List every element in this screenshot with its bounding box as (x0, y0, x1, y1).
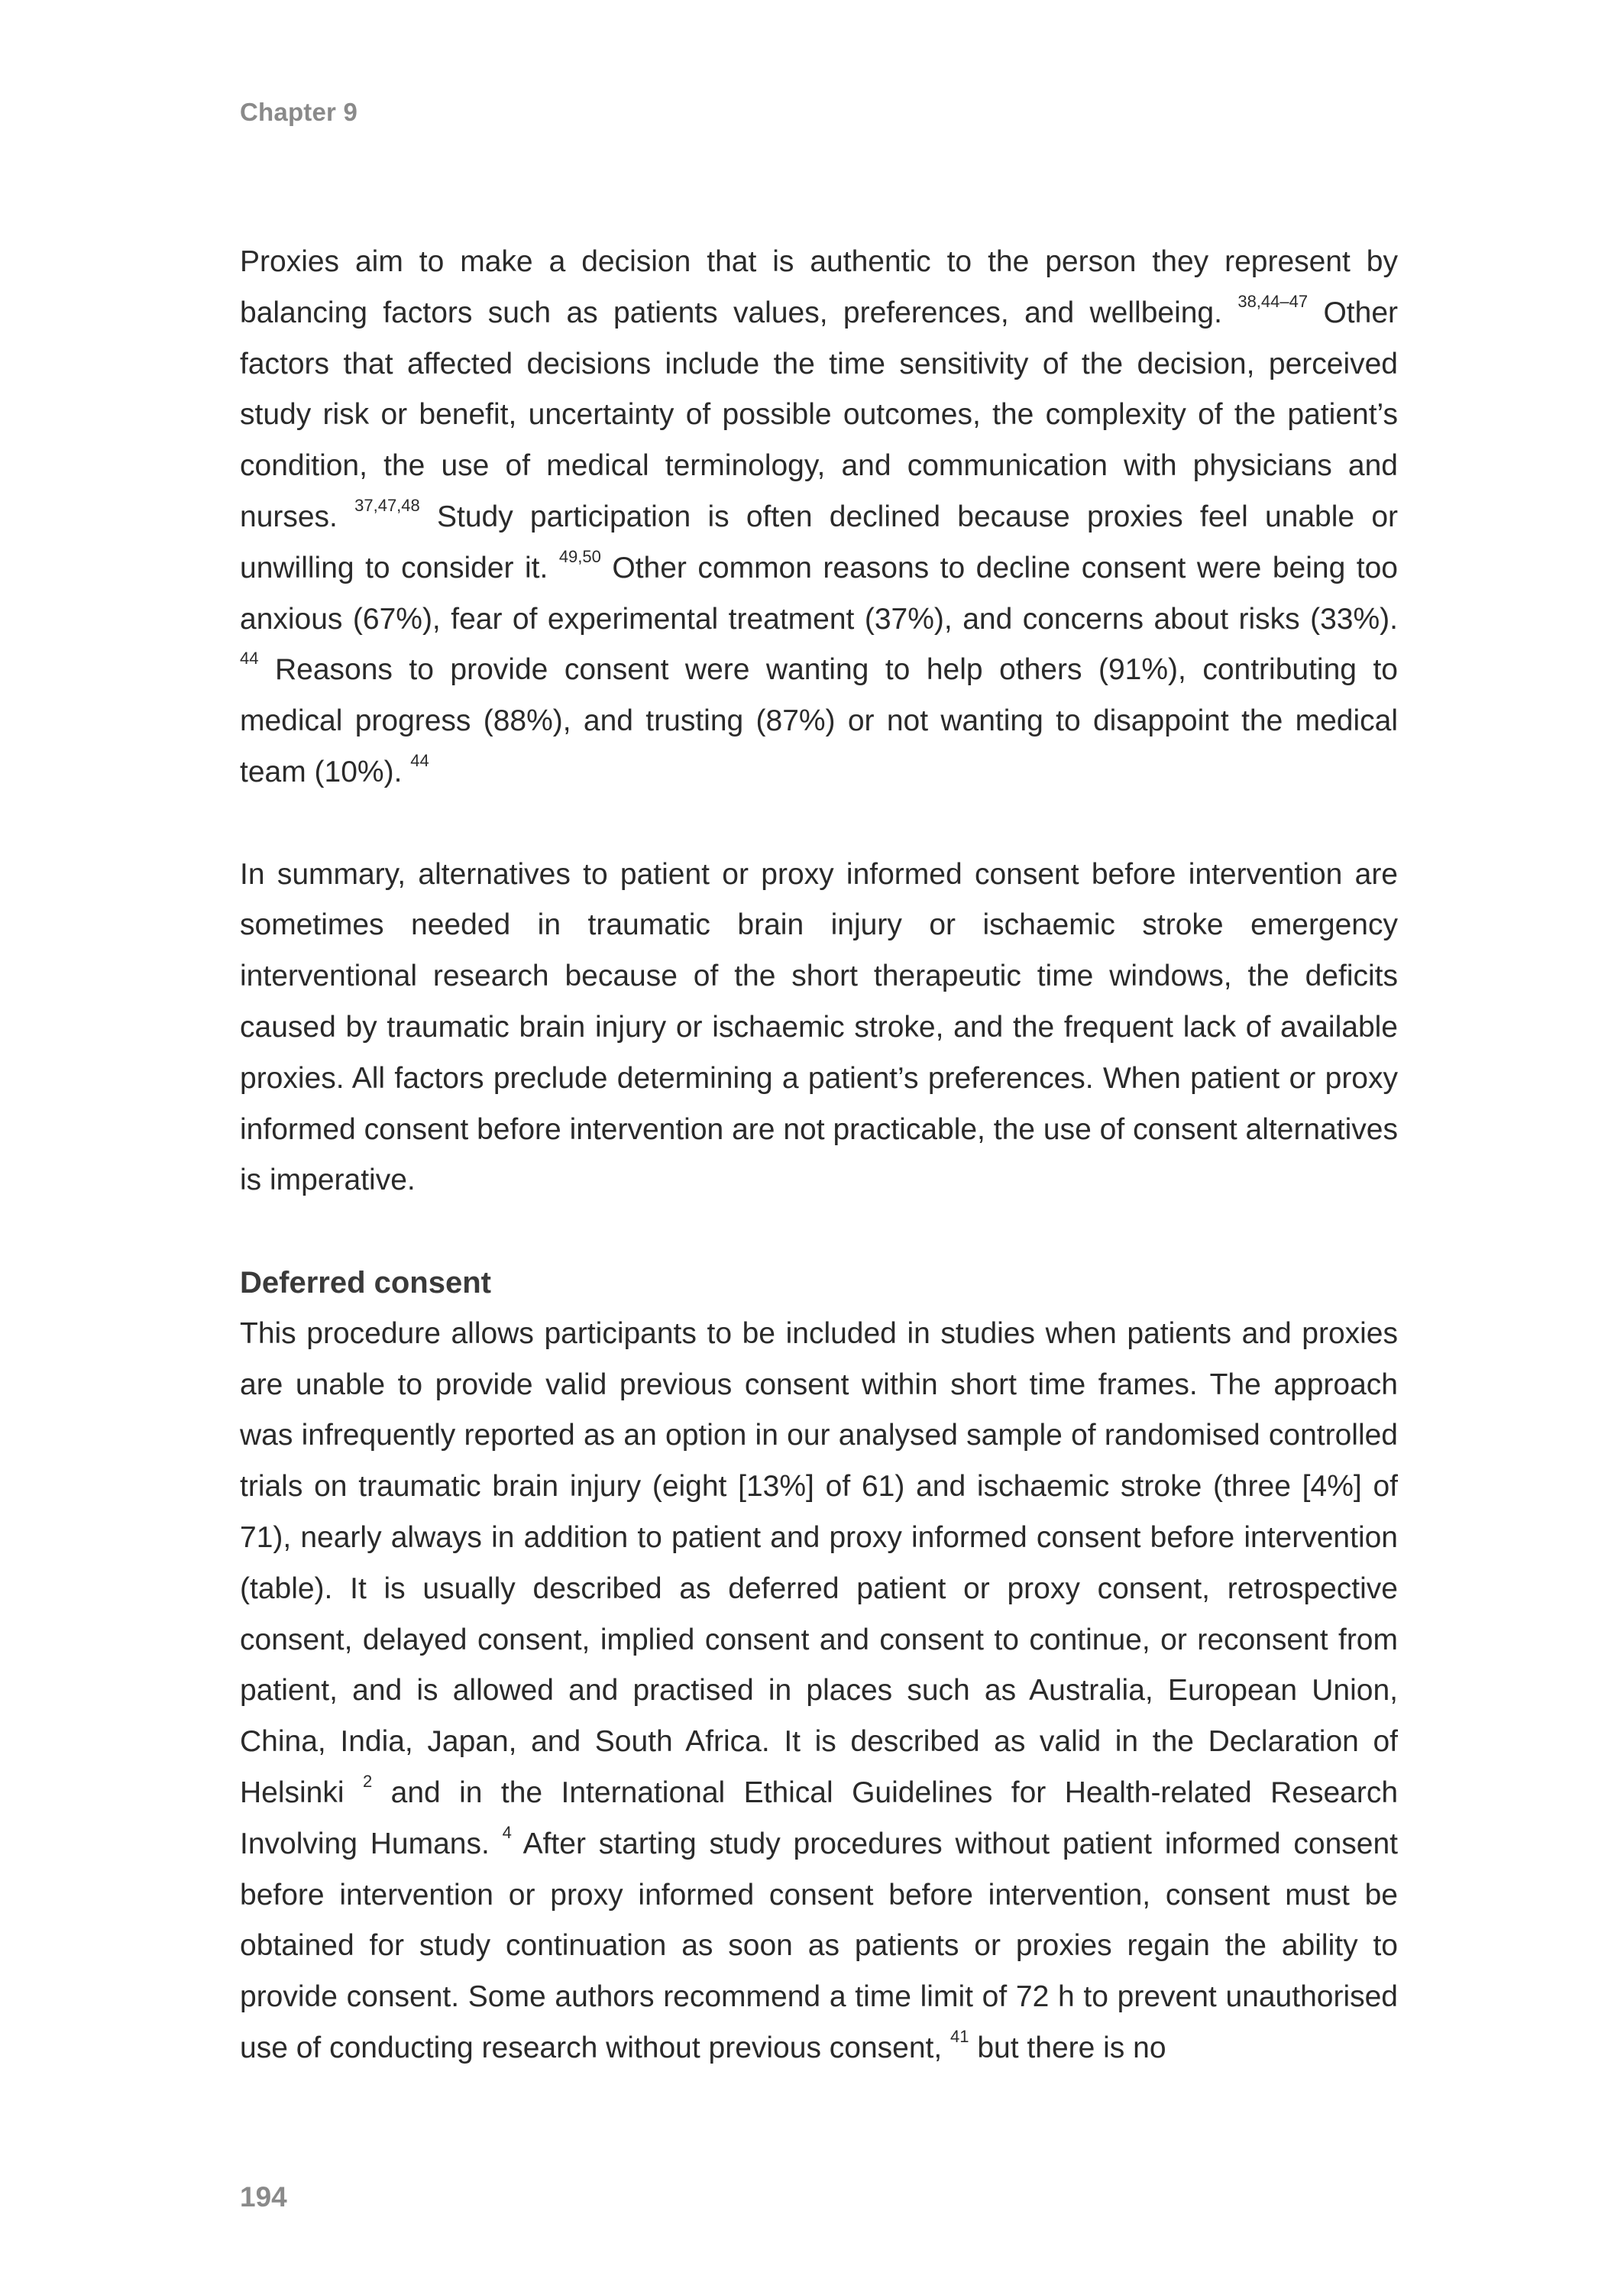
section-heading-deferred-consent: Deferred consent (240, 1265, 491, 1300)
paragraph-gap (240, 1206, 1398, 1258)
body-text (240, 237, 1398, 2074)
paragraph-gap (240, 798, 1398, 850)
reference-superscript: 37,47,48 (354, 496, 420, 516)
text-run: Reasons to provide consent were wanting to help others (91%), contributing to medical progress (88%), and trusting (87%) or not wanting to disappoint the medical team (10%). (240, 653, 1398, 788)
text-run: Proxies aim to make a decision that is authentic to the person they represent by balancing factors such as patients values, preferences, and wellbeing. (240, 245, 1398, 329)
reference-superscript: 44 (410, 751, 429, 771)
text-run: Other common reasons to decline consent were being too anxious (67%), fear of experimental treatment (37%), and concerns about risks (33%). (240, 551, 1398, 636)
reference-superscript: 4 (502, 1822, 512, 1842)
text-run: and in the International Ethical Guidelines for Health-related Research Involving Humans. (240, 1776, 1399, 1860)
reference-superscript: 41 (950, 2027, 969, 2047)
reference-superscript: 49,50 (558, 546, 601, 566)
paragraph-summary (240, 850, 1398, 1207)
running-head: Chapter 9 (240, 98, 358, 126)
page-number: 194 (240, 2181, 287, 2213)
paragraph-deferred-consent (240, 1309, 1398, 2074)
reference-superscript: 44 (240, 649, 259, 668)
reference-superscript: 2 (362, 1772, 373, 1792)
text-run: but there is no (969, 2031, 1166, 2064)
text-run: This procedure allows participants to be included in studies when patients and proxies are unable to provide valid previous consent within short time frames. The approach was infrequently reported as an option in our analysed sample of randomised controlled trials on traumatic brain injury (eight [13%] of 61) and ischaemic stroke (three [4%] of 71), nearly always in addition to patient and proxy informed consent before intervention (table). It is usually described as deferred patient or proxy consent, retrospective consent, delayed consent, implied consent and consent to continue, or reconsent from patient, and is allowed and practised in places such as Australia, European Union, China, India, Japan, and South Africa. It is described as valid in the Declaration of Helsinki (240, 1316, 1398, 1809)
reference-superscript: 38,44–47 (1237, 292, 1309, 311)
text-run: Study participation is often declined because proxies feel unable or unwilling to consider it. (240, 500, 1399, 584)
text-run: After starting study procedures without patient informed consent before intervention or proxy informed consent before intervention, consent must be obtained for study continuation as soon as patients or proxies regain the ability to provide consent. Some authors recommend a time limit of 72 h to prevent unauthorised use of conducting research without previous consent, (240, 1827, 1399, 2064)
text-run: Other factors that affected decisions include the time sensitivity of the decision, perceived study risk or benefit, uncertainty of possible outcomes, the complexity of the patient’s condition, the use of medical terminology, and communication with physicians and nurses. (240, 296, 1398, 533)
paragraph-proxy-decisions (240, 237, 1398, 798)
text-run: In summary, alternatives to patient or proxy informed consent before intervention are sometimes needed in traumatic brain injury or ischaemic stroke emergency interventional research because of the short therapeutic time windows, the deficits caused by traumatic brain injury or ischaemic stroke, and the frequent lack of available proxies. All factors preclude determining a patient’s preferences. When patient or proxy informed consent before intervention are not practicable, the use of consent alternatives is imperative. (240, 857, 1398, 1197)
